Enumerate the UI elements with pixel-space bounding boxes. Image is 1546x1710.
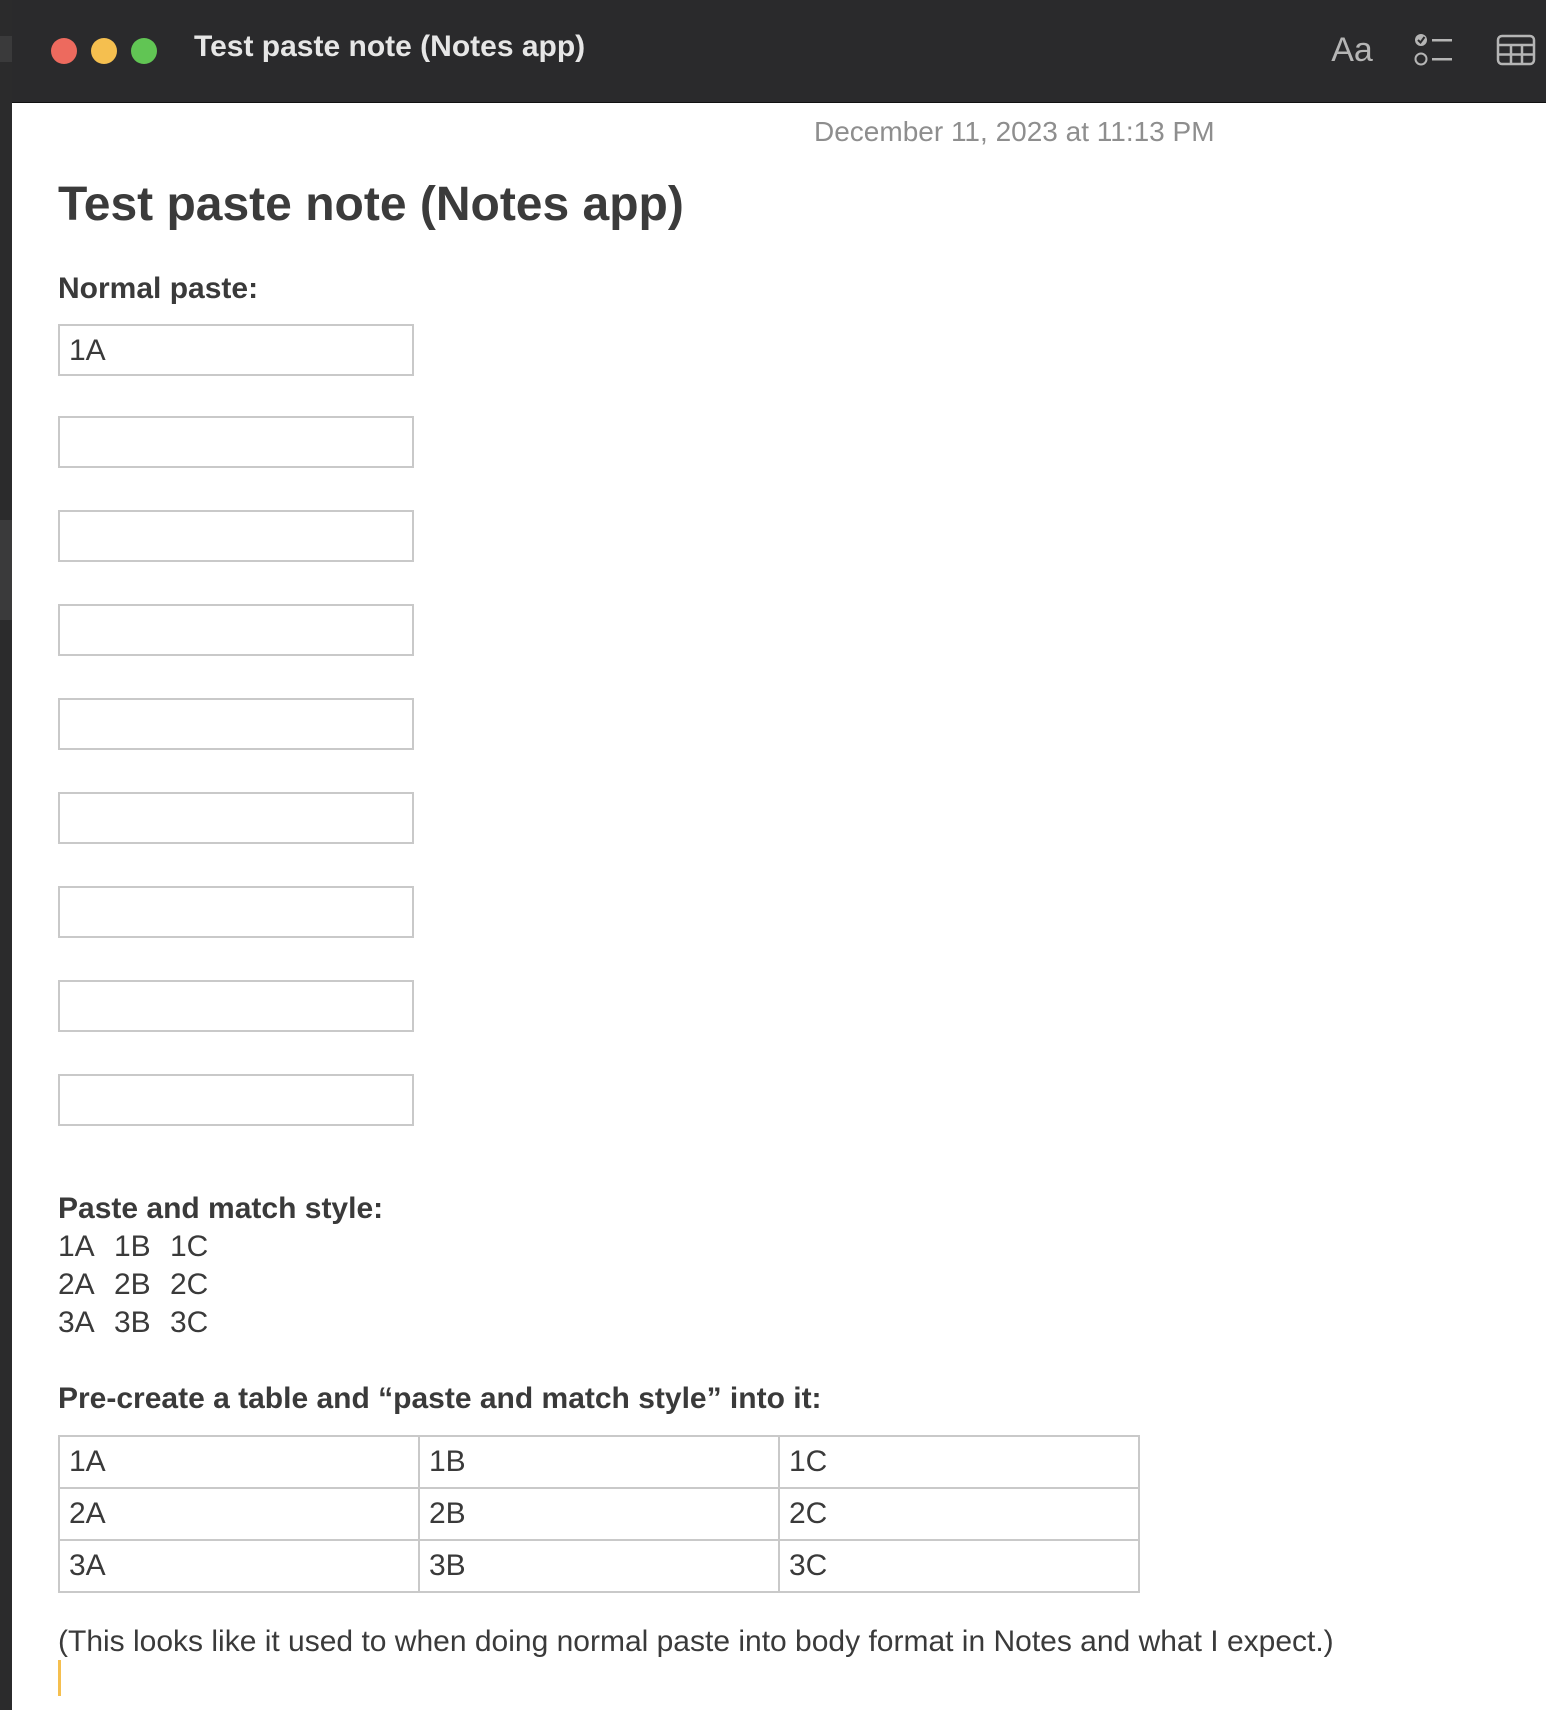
maximize-button[interactable]: [131, 38, 157, 64]
close-button[interactable]: [51, 38, 77, 64]
text-row: [58, 1266, 226, 1304]
match-style-text[interactable]: [58, 1228, 226, 1342]
table-icon: [1496, 34, 1536, 66]
format-icon: Aa: [1331, 30, 1373, 69]
note-title[interactable]: Test paste note (Notes app): [58, 178, 684, 231]
text-cell: 3C: [170, 1306, 209, 1339]
background-window-edge: [0, 520, 12, 620]
table-cell[interactable]: 3B: [419, 1540, 779, 1592]
pasted-cell-box[interactable]: [58, 792, 414, 844]
text-caret: [58, 1660, 61, 1696]
pasted-cell-box[interactable]: [58, 980, 414, 1032]
checklist-icon: [1414, 32, 1454, 68]
pasted-cell-box[interactable]: [58, 1074, 414, 1126]
table-button[interactable]: [1494, 30, 1538, 70]
text-cell: 3A: [58, 1306, 95, 1339]
pasted-cell-box[interactable]: [58, 604, 414, 656]
text-cell: 2B: [114, 1268, 151, 1301]
normal-paste-heading: Normal paste:: [58, 272, 259, 305]
text-row: [58, 1304, 226, 1342]
format-button[interactable]: [1328, 30, 1376, 70]
note-footer-text[interactable]: (This looks like it used to when doing normal paste into body format in Notes and what I expect.): [58, 1625, 1334, 1658]
notes-window: [12, 0, 1546, 1710]
text-cell: 2C: [170, 1268, 209, 1301]
table-cell[interactable]: 1A: [59, 1436, 419, 1488]
table-cell[interactable]: 1C: [779, 1436, 1139, 1488]
window-title: Test paste note (Notes app): [194, 30, 586, 63]
text-cell: 1B: [114, 1230, 151, 1263]
table-row: [59, 1540, 1139, 1592]
note-table[interactable]: [58, 1435, 1140, 1593]
table-row: [59, 1436, 1139, 1488]
table-cell[interactable]: 2C: [779, 1488, 1139, 1540]
match-style-heading: Paste and match style:: [58, 1192, 384, 1225]
titlebar: [12, 0, 1546, 103]
table-row: [59, 1488, 1139, 1540]
pasted-cell-box[interactable]: [58, 510, 414, 562]
table-cell[interactable]: 1B: [419, 1436, 779, 1488]
checklist-button[interactable]: [1410, 30, 1458, 70]
text-cell: 1C: [170, 1230, 209, 1263]
note-date: December 11, 2023 at 11:13 PM: [814, 116, 1215, 147]
table-cell[interactable]: 2A: [59, 1488, 419, 1540]
pasted-cell-box[interactable]: [58, 416, 414, 468]
text-row: [58, 1228, 226, 1266]
table-cell[interactable]: 3A: [59, 1540, 419, 1592]
table-cell[interactable]: 3C: [779, 1540, 1139, 1592]
pasted-cell-box[interactable]: 1A: [58, 324, 414, 376]
text-cell: 1A: [58, 1230, 95, 1263]
pasted-cell-box[interactable]: [58, 698, 414, 750]
text-cell: 2A: [58, 1268, 95, 1301]
table-cell[interactable]: 2B: [419, 1488, 779, 1540]
text-cell: 3B: [114, 1306, 151, 1339]
minimize-button[interactable]: [91, 38, 117, 64]
precreate-heading: Pre-create a table and “paste and match style” into it:: [58, 1382, 822, 1415]
background-window-edge: [0, 36, 12, 62]
pasted-cell-box[interactable]: [58, 886, 414, 938]
note-body[interactable]: [12, 102, 1546, 1710]
